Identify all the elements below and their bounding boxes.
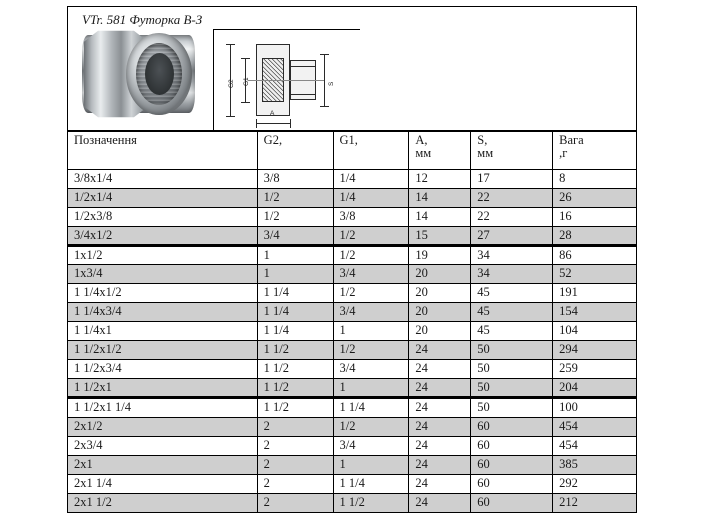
column-header-line1: Позначення	[74, 133, 137, 147]
table-cell: 2	[257, 474, 333, 493]
table-cell: 50	[471, 379, 553, 398]
table-cell: 1 1/4	[333, 398, 409, 417]
table-cell: 259	[553, 360, 637, 379]
table-cell: 3/8	[333, 208, 409, 227]
table-cell: 1 1/2	[257, 398, 333, 417]
table-cell: 60	[471, 455, 553, 474]
table-row	[68, 360, 637, 379]
table-row	[68, 398, 637, 417]
table-cell: 2	[257, 493, 333, 512]
table-cell: 1/2	[333, 284, 409, 303]
table-body	[68, 170, 637, 513]
table-row	[68, 303, 637, 322]
table-cell: 1 1/4x1/2	[68, 284, 258, 303]
table-cell: 2x1	[68, 455, 258, 474]
table-cell: 1 1/2	[257, 379, 333, 398]
table-cell: 24	[409, 474, 471, 493]
table-cell: 20	[409, 284, 471, 303]
table-cell: 86	[553, 246, 637, 265]
table-cell: 14	[409, 189, 471, 208]
table-cell: 294	[553, 341, 637, 360]
table-cell: 60	[471, 417, 553, 436]
drawing-dim-a-tick-right	[290, 119, 291, 128]
table-row	[68, 341, 637, 360]
table-row	[68, 493, 637, 512]
table-cell: 20	[409, 303, 471, 322]
column-header-weight	[553, 132, 637, 170]
table-cell: 1 1/4	[257, 322, 333, 341]
table-header-row	[68, 132, 637, 170]
bushing-illustration	[82, 29, 195, 119]
table-cell: 1/2	[333, 246, 409, 265]
drawing-dim-g1-tick-top	[241, 58, 250, 59]
table-cell: 212	[553, 493, 637, 512]
table-row	[68, 436, 637, 455]
table-cell: 34	[471, 246, 553, 265]
drawing-dim-g2-tick-top	[226, 44, 235, 45]
table-cell: 1/2	[333, 227, 409, 246]
drawing-dim-s-tick-bottom	[320, 106, 329, 107]
drawing-label-g1: G1	[243, 77, 250, 86]
table-cell: 45	[471, 303, 553, 322]
drawing-thread-line	[290, 66, 316, 67]
table-cell: 27	[471, 227, 553, 246]
table-cell: 1	[333, 379, 409, 398]
table-cell: 8	[553, 170, 637, 189]
table-cell: 2	[257, 417, 333, 436]
table-cell: 1	[333, 322, 409, 341]
table-cell: 50	[471, 398, 553, 417]
column-header-g1	[333, 132, 409, 170]
column-header-line1: G1,	[339, 133, 358, 147]
table-cell: 454	[553, 436, 637, 455]
drawing-label-g2: G2	[228, 79, 235, 88]
table-cell: 1 1/2x1 1/4	[68, 398, 258, 417]
bushing-bore	[145, 53, 174, 95]
specification-table	[67, 131, 637, 513]
column-header-line1: S,	[477, 133, 488, 147]
table-cell: 2x1/2	[68, 417, 258, 436]
table-cell: 14	[409, 208, 471, 227]
drawing-label-s: S	[328, 81, 335, 86]
table-cell: 24	[409, 360, 471, 379]
table-cell: 154	[553, 303, 637, 322]
table-cell: 1 1/4	[257, 303, 333, 322]
column-header-a	[409, 132, 471, 170]
table-row	[68, 265, 637, 284]
table-cell: 1 1/2x3/4	[68, 360, 258, 379]
table-cell: 292	[553, 474, 637, 493]
table-cell: 22	[471, 208, 553, 227]
table-cell: 24	[409, 379, 471, 398]
table-cell: 1 1/4	[333, 474, 409, 493]
table-cell: 1x3/4	[68, 265, 258, 284]
table-cell: 1/4	[333, 189, 409, 208]
table-cell: 3/4	[333, 436, 409, 455]
table-cell: 16	[553, 208, 637, 227]
table-cell: 3/4	[333, 265, 409, 284]
drawing-dim-a-tick-left	[256, 119, 257, 128]
product-photo	[68, 7, 213, 130]
column-header-line1: A,	[415, 133, 428, 147]
table-cell: 1 1/2	[257, 360, 333, 379]
column-header-line1: G2,	[263, 133, 283, 147]
table-cell: 2x3/4	[68, 436, 258, 455]
table-cell: 1 1/4x3/4	[68, 303, 258, 322]
table-cell: 1	[257, 246, 333, 265]
table-cell: 2	[257, 436, 333, 455]
table-row	[68, 227, 637, 246]
table-cell: 60	[471, 474, 553, 493]
table-cell: 104	[553, 322, 637, 341]
technical-drawing	[213, 29, 360, 130]
table-cell: 454	[553, 417, 637, 436]
column-header-s	[471, 132, 553, 170]
table-cell: 2x1 1/2	[68, 493, 258, 512]
table-row	[68, 474, 637, 493]
table-row	[68, 417, 637, 436]
drawing-dim-g2-tick-bottom	[226, 116, 235, 117]
column-header-g2	[257, 132, 333, 170]
table-row	[68, 246, 637, 265]
table-cell: 20	[409, 322, 471, 341]
table-cell: 3/4	[257, 227, 333, 246]
column-header-designation	[68, 132, 258, 170]
table-cell: 45	[471, 284, 553, 303]
table-cell: 34	[471, 265, 553, 284]
table-row	[68, 208, 637, 227]
table-row	[68, 189, 637, 208]
drawing-label-a: A	[270, 110, 275, 117]
table-row	[68, 284, 637, 303]
table-cell: 1 1/4x1	[68, 322, 258, 341]
table-cell: 24	[409, 493, 471, 512]
table-cell: 24	[409, 398, 471, 417]
table-cell: 52	[553, 265, 637, 284]
table-cell: 204	[553, 379, 637, 398]
drawing-center-line	[248, 80, 324, 81]
table-cell: 22	[471, 189, 553, 208]
table-cell: 45	[471, 322, 553, 341]
table-cell: 12	[409, 170, 471, 189]
table-row	[68, 170, 637, 189]
table-cell: 191	[553, 284, 637, 303]
table-cell: 1 1/2	[333, 493, 409, 512]
drawing-thread-line	[290, 94, 316, 95]
table-cell: 3/4	[333, 360, 409, 379]
table-cell: 1x1/2	[68, 246, 258, 265]
table-cell: 3/4x1/2	[68, 227, 258, 246]
table-cell: 1 1/4	[257, 284, 333, 303]
table-cell: 1/2x1/4	[68, 189, 258, 208]
table-row	[68, 455, 637, 474]
table-cell: 2	[257, 455, 333, 474]
table-cell: 20	[409, 265, 471, 284]
table-cell: 24	[409, 417, 471, 436]
table-cell: 15	[409, 227, 471, 246]
table-cell: 1	[257, 265, 333, 284]
table-cell: 1 1/2x1	[68, 379, 258, 398]
table-cell: 1/2	[257, 189, 333, 208]
table-cell: 3/4	[333, 303, 409, 322]
table-cell: 1/2x3/8	[68, 208, 258, 227]
table-cell: 24	[409, 455, 471, 474]
drawing-dim-s-tick-top	[320, 54, 329, 55]
table-cell: 28	[553, 227, 637, 246]
drawing-dim-a-line	[256, 123, 290, 124]
table-cell: 100	[553, 398, 637, 417]
product-header	[67, 6, 637, 131]
column-header-line2: мм	[415, 146, 432, 161]
table-cell: 19	[409, 246, 471, 265]
drawing-dim-g1-tick-bottom	[241, 102, 250, 103]
page-title: VTr. 581 Футорка В-З	[82, 12, 203, 27]
table-cell: 60	[471, 436, 553, 455]
table-cell: 60	[471, 493, 553, 512]
drawing-dim-s-line	[324, 54, 325, 106]
table-cell: 1/2	[333, 417, 409, 436]
table-cell: 2x1 1/4	[68, 474, 258, 493]
table-cell: 1/2	[257, 208, 333, 227]
table-cell: 1/4	[333, 170, 409, 189]
table-cell: 50	[471, 360, 553, 379]
table-cell: 1 1/2x1/2	[68, 341, 258, 360]
table-cell: 24	[409, 341, 471, 360]
column-header-line1: Вага	[559, 133, 584, 147]
table-cell: 24	[409, 436, 471, 455]
table-cell: 50	[471, 341, 553, 360]
table-row	[68, 379, 637, 398]
table-cell: 1	[333, 455, 409, 474]
table-cell: 385	[553, 455, 637, 474]
table-cell: 26	[553, 189, 637, 208]
table-cell: 17	[471, 170, 553, 189]
table-cell: 1 1/2	[257, 341, 333, 360]
column-header-line2: мм	[477, 146, 494, 161]
table-row	[68, 322, 637, 341]
table-cell: 3/8x1/4	[68, 170, 258, 189]
table-cell: 1/2	[333, 341, 409, 360]
column-header-line2: ,г	[559, 146, 568, 161]
table-cell: 3/8	[257, 170, 333, 189]
